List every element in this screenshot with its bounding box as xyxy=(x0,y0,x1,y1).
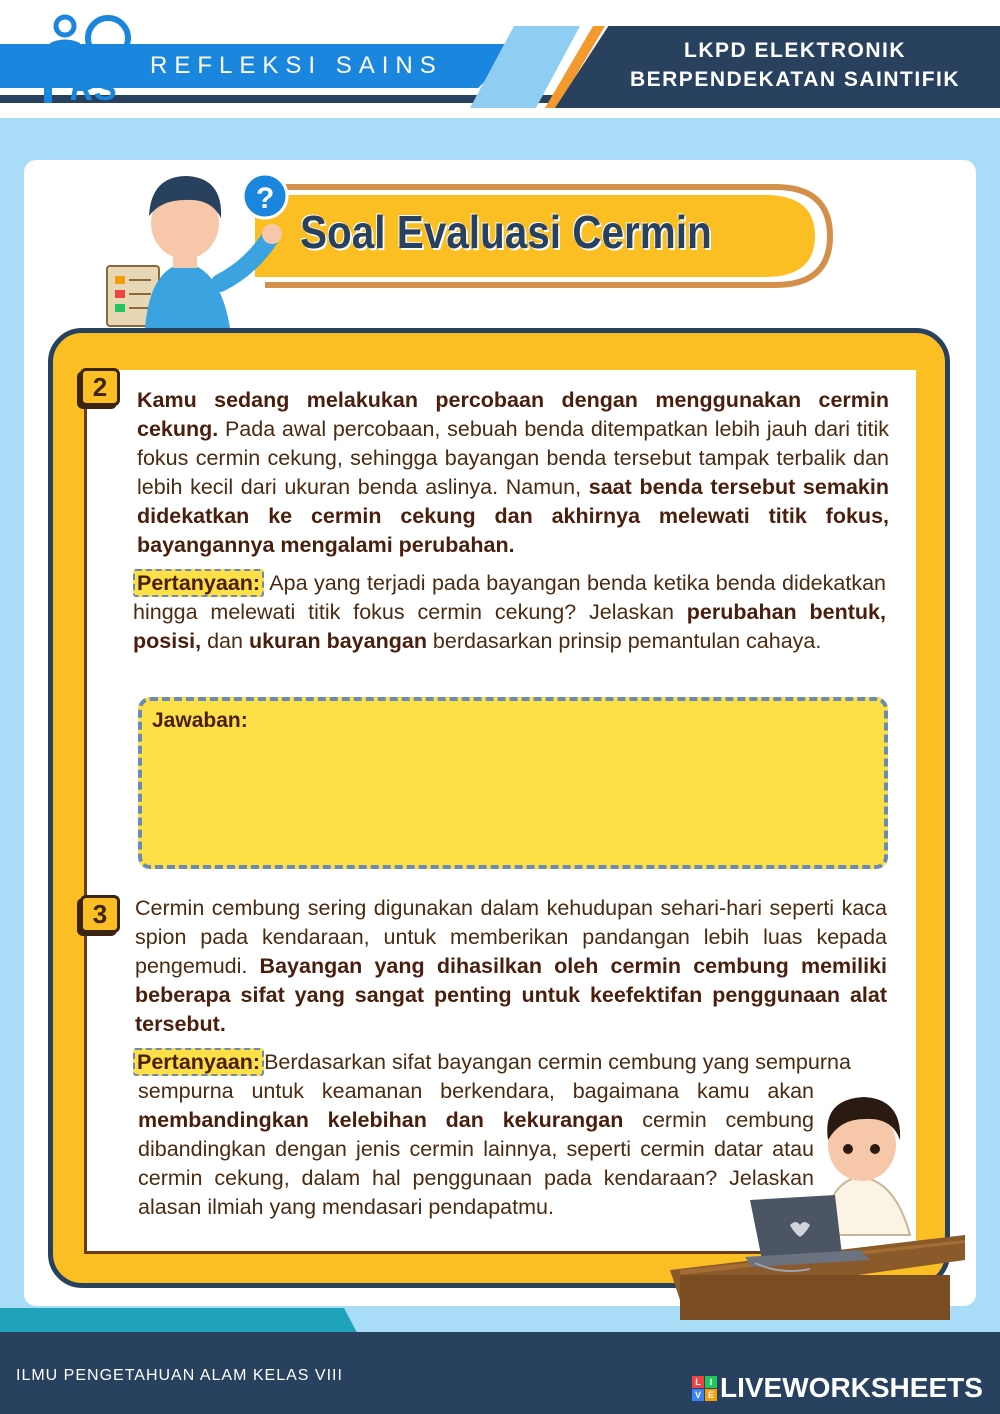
answer-label: Jawaban: xyxy=(152,709,248,732)
answer-input-q2[interactable] xyxy=(152,741,876,863)
document-title-line1: LKPD ELEKTRONIK xyxy=(684,39,906,62)
q3-bold-1: Bayangan yang dihasilkan oleh cermin cembung memiliki beberapa sifat yang sangat penting untuk keefektifan penggunaan alat tersebut. xyxy=(135,954,887,1036)
lw-square-l: L xyxy=(692,1376,704,1388)
question-number-2: 2 xyxy=(80,368,120,406)
q2-prompt-text-3: berdasarkan prinsip pemantulan cahaya. xyxy=(426,629,822,653)
magnifier-scientist-logo-icon xyxy=(30,8,140,108)
page-title: Soal Evaluasi Cermin xyxy=(300,206,712,258)
question-number-3: 3 xyxy=(80,895,120,933)
question-2-prompt xyxy=(133,569,886,656)
lw-square-e: E xyxy=(705,1389,717,1401)
q3-prompt-bold-1: membandingkan kelebihan dan kekurangan xyxy=(138,1108,624,1132)
svg-text:RS: RS xyxy=(70,70,118,108)
q3-prompt-line1-text: Berdasarkan sifat bayangan cermin cembung yang sempurna xyxy=(264,1050,851,1074)
document-title-line2: BERPENDEKATAN SAINTIFIK xyxy=(629,68,961,91)
document-title xyxy=(615,36,975,94)
q2-prompt-bold-1: perubahan bentuk, posisi, xyxy=(133,600,886,653)
brand-name: REFLEKSI SAINS xyxy=(150,52,443,79)
liveworksheets-brand: LIVEWORKSHEETS xyxy=(720,1372,983,1403)
q3-prompt-text-1: sempurna untuk keamanan berkendara, bagaimana kamu akan xyxy=(138,1079,814,1103)
q2-bold-1: Kamu sedang melakukan percobaan dengan menggunakan cermin cekung. xyxy=(137,388,889,441)
footer-subject: ILMU PENGETAHUAN ALAM KELAS VIII xyxy=(16,1367,343,1384)
svg-text:?: ? xyxy=(256,182,275,215)
q2-text-1: Pada awal percobaan, sebuah benda ditempatkan lebih jauh dari titik fokus cermin cekung, sehingga bayangan benda tersebut tampak terbalik dan lebih kecil dari ukuran benda aslinya. Namun, xyxy=(137,417,889,499)
q2-prompt-text-1: Apa yang terjadi pada bayangan benda ketika benda didekatkan hingga melewati titik fokus cermin cekung? Jelaskan xyxy=(133,571,886,624)
q2-prompt-bold-2: ukuran bayangan xyxy=(248,629,427,653)
lw-square-i: I xyxy=(705,1376,717,1388)
liveworksheets-squares-icon xyxy=(692,1376,717,1401)
question-3-prompt-line1 xyxy=(133,1048,888,1077)
q3-prompt-text-2: cermin cembung dibandingkan dengan jenis cermin lainnya, seperti cermin datar atau cermin cekung, dalam hal penggunaan pada kendaraan? Jelaskan alasan ilmiah yang mendasari pendapatmu. xyxy=(138,1108,814,1219)
question-2-label: Pertanyaan: xyxy=(133,569,264,597)
liveworksheets-logo[interactable] xyxy=(692,1371,983,1405)
question-3-label: Pertanyaan: xyxy=(133,1048,264,1076)
question-3-statement xyxy=(135,894,887,1039)
answer-box-q2 xyxy=(138,697,888,869)
q2-bold-2: saat benda tersebut semakin didekatkan ke cermin cekung dan akhirnya melewati titik fokus, bayangannya mengalami perubahan. xyxy=(137,475,889,557)
q2-prompt-text-2: dan xyxy=(201,629,249,653)
question-2-statement xyxy=(137,386,889,560)
thinking-student-icon xyxy=(105,168,295,328)
lw-square-v: V xyxy=(692,1389,704,1401)
student-laptop-icon xyxy=(670,1085,970,1325)
q3-text-1: Cermin cembung sering digunakan dalam kehudupan sehari-hari seperti kaca spion pada kendaraan, untuk memberikan pandangan lebih luas kepada pengemudi. xyxy=(135,896,887,978)
